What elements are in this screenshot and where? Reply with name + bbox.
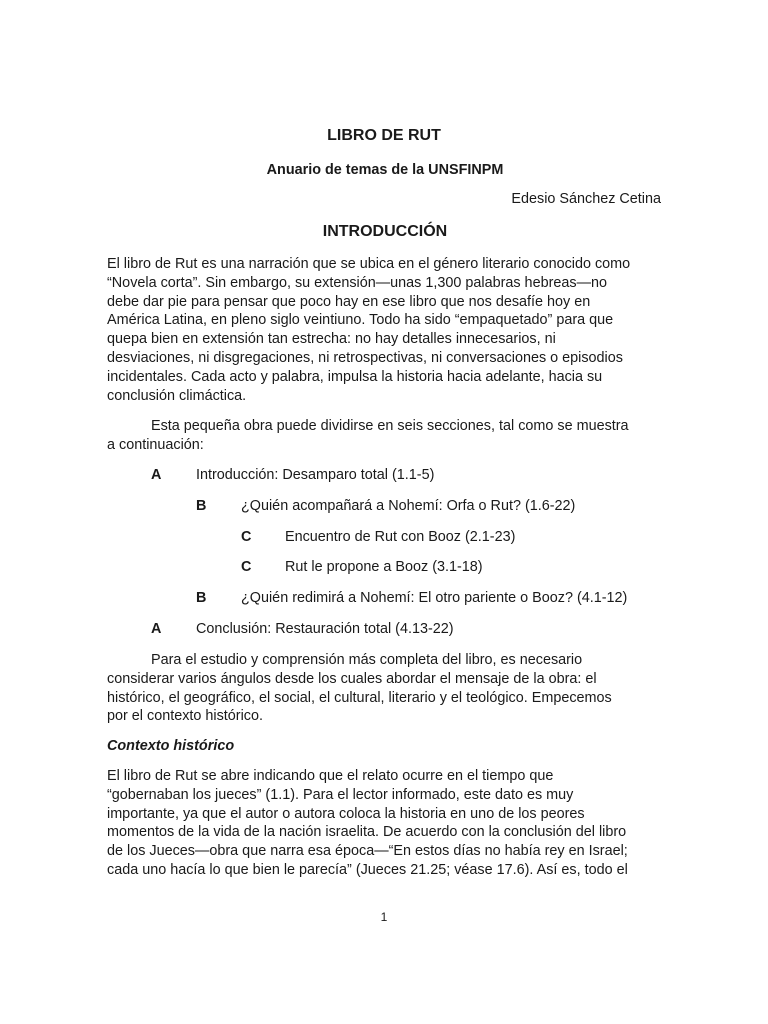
paragraph-study: [107, 651, 667, 726]
outline-letter: A: [151, 467, 162, 483]
paragraph-line: cada uno hacía lo que bien le parecía” (Jueces 21.25; véase 17.6). Así es, todo el: [107, 861, 628, 878]
paragraph-historical: [107, 767, 667, 880]
paragraph-sections: [107, 417, 667, 455]
document-title: LIBRO DE RUT: [327, 127, 441, 144]
outline-letter: C: [241, 529, 252, 545]
paragraph-line: conclusión climáctica.: [107, 387, 247, 404]
paragraph-intro: [107, 255, 667, 405]
paragraph-line: El libro de Rut es una narración que se ubica en el género literario conocido como: [107, 256, 631, 272]
outline-text: ¿Quién redimirá a Nohemí: El otro pariente o Booz? (4.1-12): [241, 590, 628, 606]
paragraph-line: a continuación:: [107, 436, 204, 453]
paragraph-line: “gobernaban los jueces” (1.1). Para el lector informado, este dato es muy: [107, 786, 574, 803]
paragraph-line: debe dar pie para pensar que poco hay en ese libro que nos desafíe hoy en: [107, 293, 591, 310]
paragraph-line: quepa bien en extensión tan estrecha: no hay detalles innecesarios, ni: [107, 331, 556, 348]
paragraph-line: considerar varios ángulos desde los cuales abordar el mensaje de la obra: el: [107, 670, 597, 687]
outline-letter: B: [196, 590, 207, 606]
introduction-heading: INTRODUCCIÓN: [322, 223, 448, 240]
outline-text: Rut le propone a Booz (3.1-18): [285, 559, 483, 575]
outline-letter: B: [196, 498, 207, 514]
paragraph-line: Esta pequeña obra puede dividirse en seis secciones, tal como se muestra: [151, 418, 629, 434]
paragraph-line: momentos de la vida de la nación israelita. De acuerdo con la conclusión del libro: [107, 824, 627, 841]
author-name: Edesio Sánchez Cetina: [511, 191, 661, 207]
page-number: 1: [380, 910, 388, 924]
paragraph-line: Para el estudio y comprensión más completa del libro, es necesario: [151, 652, 583, 668]
paragraph-line: importante, ya que el autor o autora coloca la historia en uno de los peores: [107, 805, 585, 822]
section-heading-historical-context: Contexto histórico: [107, 738, 235, 754]
paragraph-line: histórico, el geográfico, el social, el cultural, literario y el teológico. Empecemos: [107, 689, 612, 706]
outline-text: Conclusión: Restauración total (4.13-22): [196, 621, 454, 637]
paragraph-line: incidentales. Cada acto y palabra, impulsa la historia hacia adelante, hacia su: [107, 368, 603, 385]
document-subtitle: Anuario de temas de la UNSFINPM: [266, 162, 504, 178]
paragraph-line: desviaciones, ni disgregaciones, ni retrospectivas, ni conversaciones o episodios: [107, 349, 623, 366]
paragraph-line: “Novela corta”. Sin embargo, su extensión—unas 1,300 palabras hebreas—no: [107, 274, 607, 291]
outline-text: Encuentro de Rut con Booz (2.1-23): [285, 529, 516, 545]
paragraph-line: El libro de Rut se abre indicando que el relato ocurre en el tiempo que: [107, 768, 554, 784]
outline-text: ¿Quién acompañará a Nohemí: Orfa o Rut? (1.6-22): [241, 498, 576, 514]
outline-text: Introducción: Desamparo total (1.1-5): [196, 467, 435, 483]
outline-letter: A: [151, 621, 162, 637]
outline-letter: C: [241, 559, 252, 575]
paragraph-line: por el contexto histórico.: [107, 708, 263, 725]
paragraph-line: de los Jueces—obra que narra esa época—“En estos días no había rey en Israel;: [107, 843, 628, 860]
paragraph-line: América Latina, en pleno siglo veintiuno. Todo ha sido “empaquetado” para que: [107, 312, 614, 329]
